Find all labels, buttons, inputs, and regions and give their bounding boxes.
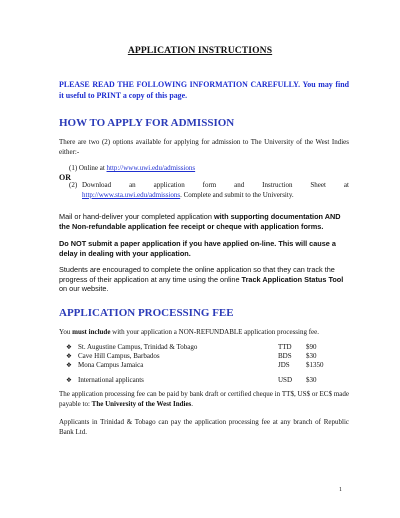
section-heading-apply: HOW TO APPLY FOR ADMISSION — [59, 117, 235, 129]
track-prefix: Students are encouraged to complete the online application so that they can track the progress of their application at any time using the online — [59, 265, 335, 284]
fee-currency: USD — [278, 376, 293, 384]
fee-amount: $30 — [306, 352, 317, 360]
fee-campus: Cave Hill Campus, Barbados — [78, 352, 160, 360]
diamond-bullet-icon: ❖ — [66, 343, 72, 351]
option-download-word: Instruction — [262, 181, 293, 189]
option-download-suffix: . Complete and submit to the University. — [180, 190, 294, 199]
option-download-number: (2) — [69, 181, 78, 189]
option-online-prefix: (1) Online at — [69, 164, 107, 172]
fee-amount: $90 — [306, 343, 317, 351]
fee-item — [66, 376, 366, 385]
option-download-word: at — [343, 181, 349, 189]
track-status-text — [59, 265, 349, 294]
option-download-word: Download — [82, 181, 112, 189]
option-download-word: application — [153, 181, 185, 189]
trinidad-payment-note: Applicants in Trinidad & Tobago can pay the application processing fee at any branch of Republic Bank Ltd. — [59, 418, 349, 436]
mail-instructions — [59, 212, 349, 231]
page-title: APPLICATION INSTRUCTIONS — [127, 45, 273, 56]
fee-currency: TTD — [278, 343, 292, 351]
option-download-line — [82, 181, 349, 191]
fee-intro-suffix: with your application a NON-REFUNDABLE application processing fee. — [110, 328, 320, 336]
or-label: OR — [59, 173, 71, 182]
payee-name: The University of the West Indies — [91, 399, 192, 408]
payment-prefix: The application processing fee can be paid by bank draft or certified cheque in TT$, US$ or EC$ made payable to: — [59, 390, 349, 408]
option-download-word: and — [234, 181, 245, 189]
option-download-word: form — [202, 181, 217, 189]
fee-intro-text — [59, 328, 349, 338]
read-carefully-notice: PLEASE READ THE FOLLOWING INFORMATION CAREFULLY. You may find it useful to PRINT a copy of this page. — [59, 80, 349, 100]
fee-currency: JDS — [278, 361, 290, 369]
option-download-line-2 — [82, 191, 294, 201]
mail-prefix: Mail or hand-deliver your completed application — [59, 212, 214, 221]
payment-method-text — [59, 390, 349, 409]
diamond-bullet-icon: ❖ — [66, 376, 72, 384]
track-suffix: on our website. — [59, 284, 109, 294]
diamond-bullet-icon: ❖ — [66, 352, 72, 360]
apply-intro-text: There are two (2) options available for applying for admission to The University of the West Indies either:- — [59, 138, 349, 156]
fee-intro-prefix: You — [59, 328, 73, 336]
track-tool-name: Track Application Status Tool — [241, 274, 344, 284]
fee-item — [66, 352, 366, 361]
fee-campus: Mona Campus Jamaica — [78, 361, 144, 369]
paper-warning: Do NOT submit a paper application if you have applied on-line. This will cause a delay in dealing with your application. — [59, 239, 336, 258]
section-heading-fee: APPLICATION PROCESSING FEE — [59, 307, 234, 319]
fee-campus: International applicants — [78, 376, 144, 384]
fee-item — [66, 343, 366, 352]
fee-amount: $30 — [306, 376, 317, 384]
option-online — [69, 164, 195, 172]
option-download-word: Sheet — [310, 181, 326, 189]
fee-item — [66, 361, 366, 370]
page-number: 1 — [339, 487, 342, 493]
mail-bold: with supporting documentation AND the Non-refundable application fee receipt or cheque with application forms. — [59, 212, 341, 231]
sta-admissions-link[interactable]: http://www.sta.uwi.edu/admissions — [82, 190, 181, 199]
fee-amount: $1350 — [306, 361, 324, 369]
diamond-bullet-icon: ❖ — [66, 361, 72, 369]
fee-currency: BDS — [278, 352, 292, 360]
fee-intro-bold: must include — [72, 328, 111, 336]
payment-suffix: . — [191, 399, 194, 408]
online-admissions-link[interactable]: http://www.uwi.edu/admissions — [106, 164, 196, 172]
option-download-word: an — [129, 181, 136, 189]
fee-campus: St. Augustine Campus, Trinidad & Tobago — [78, 343, 198, 351]
